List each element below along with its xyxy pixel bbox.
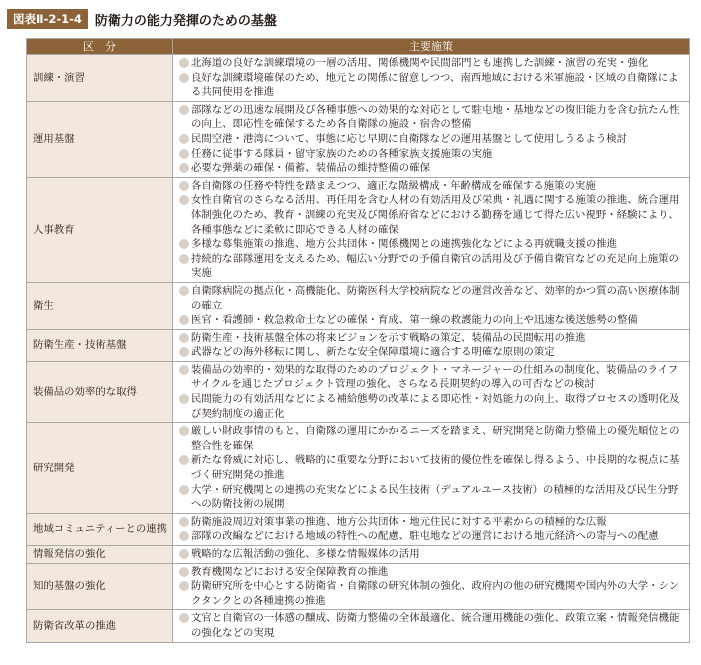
figure-title-bar <box>7 8 277 30</box>
measure-text: 新たな脅威に対応し、戦略的に重要な分野において技術的優位性を確保し得るよう、中長期的な視点に基づく研究開発の推進 <box>191 454 680 482</box>
measure-text: 民間能力の有効活用などによる補給態勢の改革による即応性・対処能力の向上、取得プロセスの透明化及び契約制度の適正化 <box>191 393 680 420</box>
measure-item <box>179 483 687 512</box>
table-row <box>27 423 690 514</box>
table-row <box>27 563 690 610</box>
bullet-icon <box>179 426 189 436</box>
bullet-icon <box>179 455 189 465</box>
bullet-icon <box>179 149 189 159</box>
measure-text: 多様な募集施策の推進、地方公共団体・関係機関との連携強化などによる再就職支援の推進 <box>191 238 618 251</box>
category-cell: 防衛生産・技術基盤 <box>27 329 173 361</box>
measure-text: 文官と自衛官の一体感の醸成、防衛力整備の全体最適化、統合運用機能の強化、政策立案・情報発信機能の強化などの実現 <box>191 612 680 639</box>
bullet-icon <box>179 531 189 541</box>
bullet-icon <box>179 613 189 623</box>
category-cell: 衛生 <box>27 282 173 329</box>
measure-item <box>179 103 687 132</box>
measure-item <box>179 179 687 194</box>
measure-item <box>179 547 687 562</box>
measure-text: 良好な訓練環境確保のため、地元との関係に留意しつつ、南西地域における米軍施設・区域の自衛隊による共同使用を推進 <box>191 71 679 99</box>
category-cell: 防衛省改革の推進 <box>27 610 173 642</box>
measure-item <box>179 453 687 482</box>
bullet-icon <box>179 394 189 404</box>
measure-item <box>179 565 687 580</box>
measure-text: 北海道の良好な訓練環境の一層の活用、関係機関や民間部門とも連携した訓練・演習の充実・強化 <box>191 57 649 69</box>
measure-item <box>179 611 687 640</box>
measure-item <box>179 392 687 421</box>
bullet-icon <box>179 73 189 83</box>
measure-item <box>179 515 687 530</box>
column-header-measures: 主要施策 <box>173 39 690 55</box>
measure-item <box>179 161 687 176</box>
category-cell: 情報発信の強化 <box>27 546 173 564</box>
measure-item <box>179 252 687 281</box>
policy-table <box>26 38 690 643</box>
measure-text: 持続的な部隊運用を支えるため、幅広い分野での予備自衛官の活用及び予備自衛官などの充足向上施策の実施 <box>191 252 679 280</box>
measure-text: 大学・研究機関との連携の充実などによる民生技術（デュアルユース技術）の積極的な活用及び民生分野への防衛技術の展開 <box>191 483 679 511</box>
table-row <box>27 282 690 329</box>
measures-cell <box>173 101 690 177</box>
category-cell: 人事教育 <box>27 177 173 282</box>
measure-text: 部隊の改編などにおける地域の特性への配慮、駐屯地などの運営における地元経済への寄与への配慮 <box>191 530 659 543</box>
measure-item <box>179 284 687 313</box>
bullet-icon <box>179 134 189 144</box>
measures-cell <box>173 423 690 514</box>
measure-item <box>179 424 687 453</box>
category-cell: 地域コミュニティーとの連携 <box>27 513 173 545</box>
table-row <box>27 361 690 422</box>
measure-text: 任務に従事する隊員・留守家族のための各種家族支援施策の実施 <box>191 147 493 160</box>
measure-text: 防衛生産・技術基盤全体の将来ビジョンを示す戦略の策定、装備品の民間転用の推進 <box>191 331 586 344</box>
bullet-icon <box>179 485 189 495</box>
measures-cell <box>173 361 690 422</box>
bullet-icon <box>179 254 189 264</box>
measure-text: 武器などの海外移転に関し、新たな安全保障環境に適合する明確な原則の策定 <box>191 346 555 359</box>
table-row <box>27 513 690 545</box>
measure-item <box>179 132 687 147</box>
table-row <box>27 177 690 282</box>
measure-text: 医官・看護師・救急救命士などの確保・育成、第一線の救護能力の向上や迅速な後送態勢の整備 <box>191 314 638 327</box>
measure-text: 必要な弾薬の確保・備蓄、装備品の維持整備の確保 <box>191 162 430 175</box>
measure-text: 戦略的な広報活動の強化、多様な情報媒体の活用 <box>191 548 420 560</box>
measure-item <box>179 345 687 360</box>
bullet-icon <box>179 163 189 173</box>
bullet-icon <box>179 347 189 357</box>
bullet-icon <box>179 517 189 527</box>
bullet-icon <box>179 105 189 115</box>
measure-item <box>179 56 687 71</box>
measure-text: 各自衛隊の任務や特性を踏まえつつ、適正な階級構成・年齢構成を確保する施策の実施 <box>191 179 596 192</box>
bullet-icon <box>179 333 189 343</box>
measures-cell <box>173 329 690 361</box>
table-row <box>27 610 690 642</box>
bullet-icon <box>179 181 189 191</box>
category-cell: 装備品の効率的な取得 <box>27 361 173 422</box>
measure-text: 教育機関などにおける安全保障教育の推進 <box>191 565 389 578</box>
measure-item <box>179 313 687 328</box>
measure-item <box>179 147 687 162</box>
measure-text: 厳しい財政事情のもと、自衛隊の運用にかかるニーズを踏まえ、研究開発と防衛力整備上の優先順位との整合性を確保 <box>191 425 680 452</box>
measures-cell <box>173 563 690 610</box>
measures-cell <box>173 55 690 102</box>
table-header-row <box>27 39 690 55</box>
measure-text: 女性自衛官のさらなる活用、再任用を含む人材の有効活用及び栄典・礼遇に関する施策の推進、統合運用体制強化のため、教育・訓練の充実及び関係府省などにおける勤務を通じて得た広い視野・経験により、各種事態などに柔軟に即応できる人材の確保 <box>191 194 680 236</box>
measure-item <box>179 193 687 237</box>
measures-cell <box>173 177 690 282</box>
bullet-icon <box>179 195 189 205</box>
measure-text: 民間空港・港湾について、事態に応じ早期に自衛隊などの運用基盤として使用しうるよう検討 <box>191 132 627 145</box>
category-cell: 知的基盤の強化 <box>27 563 173 610</box>
bullet-icon <box>179 58 189 68</box>
category-cell: 訓練・演習 <box>27 55 173 102</box>
bullet-icon <box>179 581 189 591</box>
bullet-icon <box>179 315 189 325</box>
measures-cell <box>173 282 690 329</box>
measure-text: 装備品の効率的・効果的な取得のためのプロジェクト・マネージャーの仕組みの制度化、装備品のライフサイクルを通じたプロジェクト管理の強化、さらなる長期契約の導入の可否などの検討 <box>191 363 679 391</box>
measure-item <box>179 363 687 392</box>
bullet-icon <box>179 239 189 249</box>
measure-text: 防衛施設周辺対策事業の推進、地方公共団体・地元住民に対する平素からの積極的な広報 <box>191 515 607 528</box>
table-row <box>27 55 690 102</box>
table-row <box>27 329 690 361</box>
table-row <box>27 101 690 177</box>
measures-cell <box>173 513 690 545</box>
bullet-icon <box>179 549 189 559</box>
table-row <box>27 546 690 564</box>
measures-cell <box>173 610 690 642</box>
figure-label: 図表Ⅱ-2-1-4 <box>7 9 88 29</box>
measure-item <box>179 579 687 608</box>
column-header-category: 区 分 <box>27 39 173 55</box>
figure-title: 防衛力の能力発揮のための基盤 <box>94 13 277 29</box>
measure-text: 防衛研究所を中心とする防衛省・自衛隊の研究体制の強化、政府内の他の研究機関や国内外の大学・シンクタンクとの各種連携の推進 <box>191 580 680 607</box>
measure-text: 部隊などの迅速な展開及び各種事態への効果的な対応として駐屯地・基地などの復旧能力を含む抗たん性の向上、即応性を確保するため各自衛隊の施設・宿舎の整備 <box>191 103 680 131</box>
measure-item <box>179 237 687 252</box>
bullet-icon <box>179 365 189 375</box>
bullet-icon <box>179 567 189 577</box>
category-cell: 研究開発 <box>27 423 173 514</box>
measures-cell <box>173 546 690 564</box>
measure-item <box>179 331 687 346</box>
category-cell: 運用基盤 <box>27 101 173 177</box>
policy-table-body <box>27 55 690 643</box>
measure-text: 自衛隊病院の拠点化・高機能化、防衛医科大学校病院などの運営改善など、効率的かつ質の高い医療体制の確立 <box>191 284 680 312</box>
measure-item <box>179 529 687 544</box>
bullet-icon <box>179 286 189 296</box>
measure-item <box>179 71 687 100</box>
